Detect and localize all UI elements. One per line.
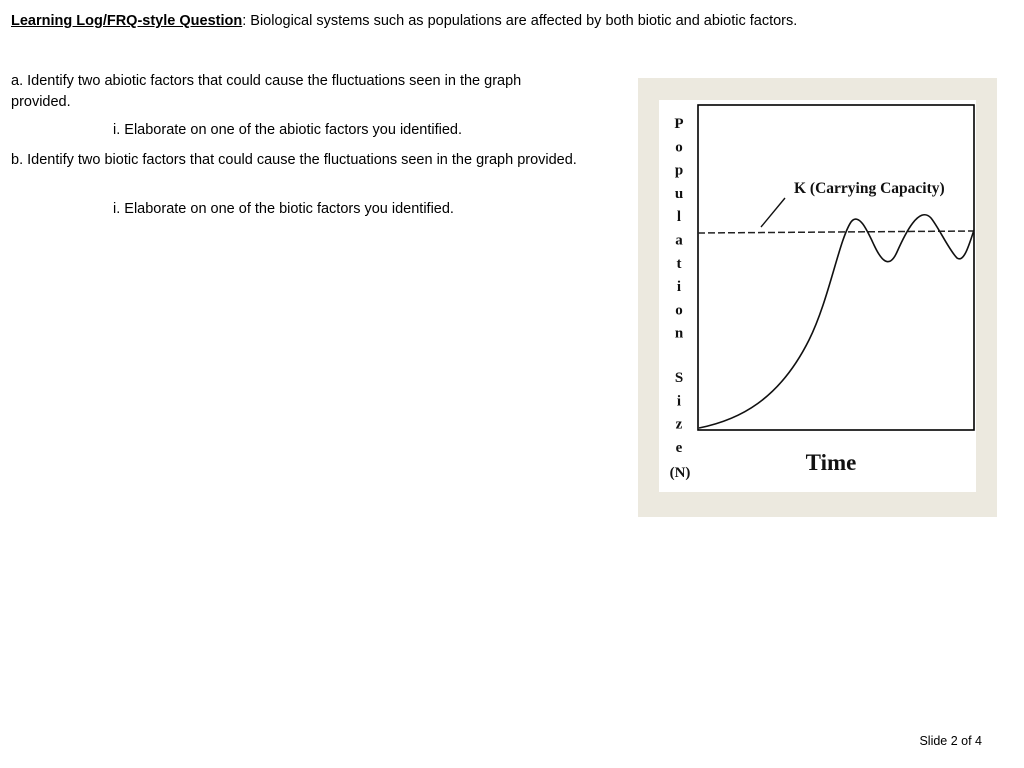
graph-figure xyxy=(659,100,976,492)
slide-number: Slide 2 of 4 xyxy=(919,734,982,748)
plot-area xyxy=(698,105,974,430)
population-growth-chart xyxy=(659,100,976,492)
question-b: b. Identify two biotic factors that could cause the fluctuations seen in the graph provided. xyxy=(11,152,577,168)
heading-text: : Biological systems such as populations are affected by both biotic and abiotic factors. xyxy=(242,13,798,29)
x-axis-label: Time xyxy=(805,450,857,475)
graph-figure-frame xyxy=(638,78,997,517)
y-axis-label: P o p u l a t i o n S i z e (N) xyxy=(669,116,691,482)
question-b-subpart: i. Elaborate on one of the biotic factors you identified. xyxy=(113,201,454,217)
carrying-capacity-label: K (Carrying Capacity) xyxy=(794,180,945,197)
question-a: a. Identify two abiotic factors that could cause the fluctuations seen in the graph provided. xyxy=(11,73,522,110)
question-heading xyxy=(11,11,1011,31)
carrying-capacity-line xyxy=(698,231,974,233)
question-a-subpart: i. Elaborate on one of the abiotic factors you identified. xyxy=(113,122,463,138)
annotation-leader-line xyxy=(761,198,785,227)
population-curve xyxy=(699,215,974,428)
heading-lead: Learning Log/FRQ-style Question xyxy=(11,13,243,29)
